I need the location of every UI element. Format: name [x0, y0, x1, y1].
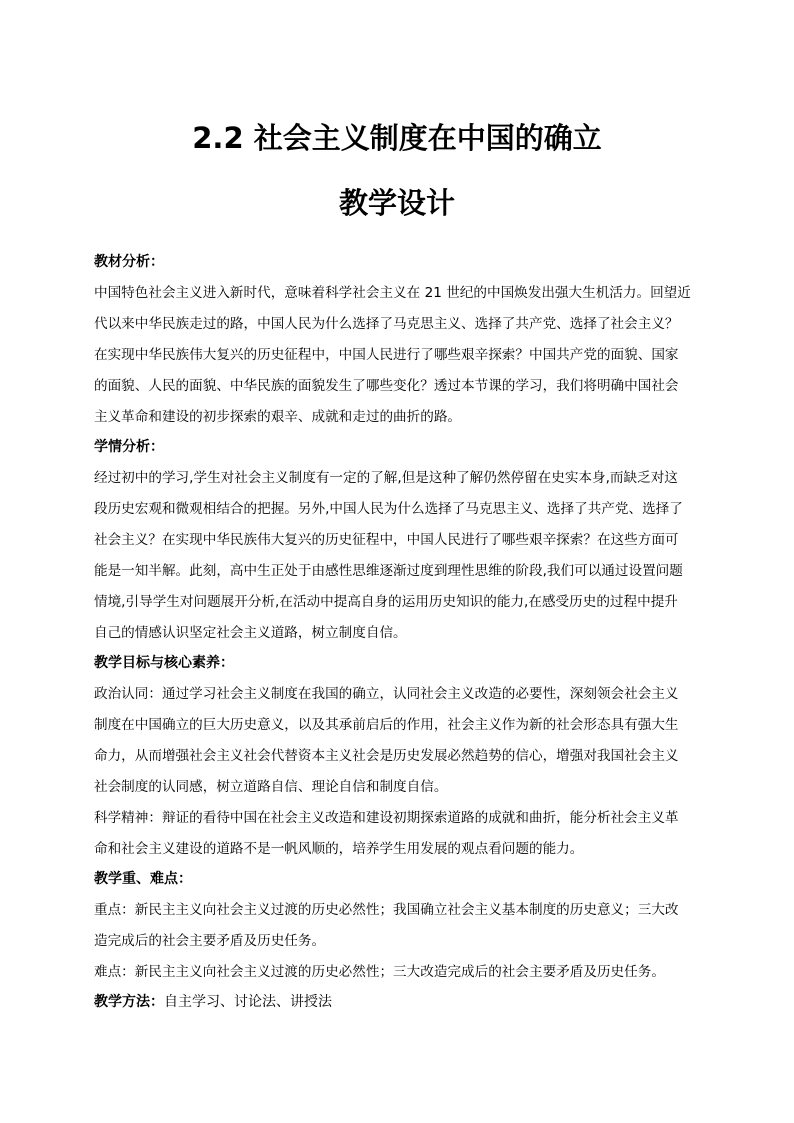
document-body	[94, 250, 700, 1021]
section-student-analysis	[94, 435, 700, 645]
method-label: 教学方法：	[94, 994, 164, 1010]
paragraph-line: 制度在中国确立的巨大历史意义，以及其承前启后的作用，社会主义作为新的社会形态具有强大生	[94, 717, 679, 733]
section-teaching-goals	[94, 651, 700, 861]
document-title: 2.2 社会主义制度在中国的确立	[192, 121, 602, 155]
paragraph-line: 段历史宏观和微观相结合的把握。另外,中国人民为什么选择了马克思主义、选择了共产党、选择了	[94, 501, 683, 517]
paragraph-line: 造完成后的社会主要矛盾及历史任务。	[94, 933, 326, 949]
paragraph-line: 社会主义？在实现中华民族伟大复兴的历史征程中，中国人民进行了哪些艰辛探索？在这些方面可	[94, 532, 679, 548]
section-key-difficult-points	[94, 867, 700, 984]
paragraph-line: 命和社会主义建设的道路不是一帆风顺的，培养学生用发展的观点看问题的能力。	[94, 841, 584, 857]
section-heading: 教学重、难点：	[94, 871, 192, 887]
paragraph-line: 代以来中华民族走过的路，中国人民为什么选择了马克思主义、选择了共产党、选择了社会主义？	[94, 316, 679, 332]
paragraph-line: 主义革命和建设的初步探索的艰辛、成就和走过的曲折的路。	[94, 409, 462, 425]
paragraph-line: 的面貌、人民的面貌、中华民族的面貌发生了哪些变化？透过本节课的学习，我们将明确中国社会	[94, 378, 679, 394]
paragraph-line: 命力，从而增强社会主义社会代替资本主义社会是历史发展必然趋势的信心，增强对我国社会主义	[94, 748, 679, 764]
paragraph-line: 重点：新民主主义向社会主义过渡的历史必然性；我国确立社会主义基本制度的历史意义；三大改	[94, 902, 679, 918]
paragraph-line: 难点：新民主主义向社会主义过渡的历史必然性；三大改造完成后的社会主要矛盾及历史任务。	[94, 964, 665, 980]
document-subtitle: 教学设计	[338, 186, 455, 220]
paragraph-line: 能是一知半解。此刻，高中生正处于由感性思维逐渐过度到理性思维的阶段,我们可以通过设置问题	[94, 563, 683, 579]
section-textbook-analysis	[94, 250, 700, 429]
paragraph-line: 社会制度的认同感，树立道路自信、理论自信和制度自信。	[94, 779, 448, 795]
section-heading: 学情分析：	[94, 439, 164, 455]
paragraph-line: 情境,引导学生对问题展开分析,在活动中提高自身的运用历史知识的能力,在感受历史的过程中提升	[94, 594, 678, 610]
paragraph-line: 经过初中的学习,学生对社会主义制度有一定的了解,但是这种了解仍然停留在史实本身,而缺乏对这	[94, 470, 678, 486]
section-teaching-method	[94, 990, 700, 1014]
paragraph-line: 科学精神：辩证的看待中国在社会主义改造和建设初期探索道路的成就和曲折，能分析社会主义革	[94, 810, 679, 826]
method-value: 自主学习、讨论法、讲授法	[164, 994, 332, 1010]
section-heading: 教学目标与核心素养：	[94, 655, 234, 671]
paragraph-line: 在实现中华民族伟大复兴的历史征程中，中国人民进行了哪些艰辛探索？中国共产党的面貌、国家	[94, 347, 679, 363]
paragraph-line: 政治认同：通过学习社会主义制度在我国的确立，认同社会主义改造的必要性，深刻领会社会主义	[94, 686, 679, 702]
section-heading: 教材分析：	[94, 254, 164, 270]
paragraph-line: 中国特色社会主义进入新时代，意味着科学社会主义在 21 世纪的中国焕发出强大生机活力。回望近	[94, 285, 691, 301]
paragraph-line: 自己的情感认识坚定社会主义道路，树立制度自信。	[94, 625, 407, 641]
